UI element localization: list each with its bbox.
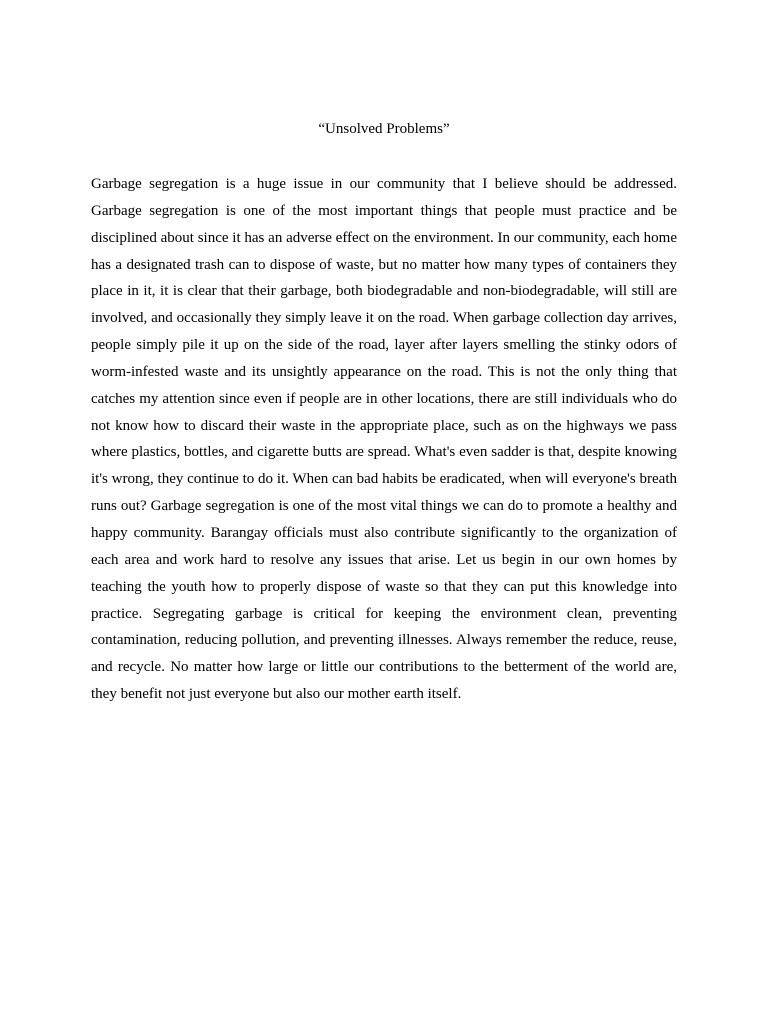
document-title: “Unsolved Problems” xyxy=(318,121,450,137)
document-paragraph: Garbage segregation is a huge issue in our community that I believe should be addressed. Garbage segregation is one of the most important things that people must practice and be disciplined about since it has an adverse effect on the environment. In our community, each home has a designated trash can to dispose of waste, but no matter how many types of containers they place in it, it is clear that their garbage, both biodegradable and non-biodegradable, will still are involved, and occasionally they simply leave it on the road. When garbage collection day arrives, people simply pile it up on the side of the road, layer after layers smelling the stinky odors of worm-infested waste and its unsightly appearance on the road. This is not the only thing that catches my attention since even if people are in other locations, there are still individuals who do not know how to discard their waste in the appropriate place, such as on the highways we pass where plastics, bottles, and cigarette butts are spread. What's even sadder is that, despite knowing it's wrong, they continue to do it. When can bad habits be eradicated, when will everyone's breath runs out? Garbage segregation is one of the most vital things we can do to promote a healthy and happy community. Barangay officials must also contribute significantly to the organization of each area and work hard to resolve any issues that arise. Let us begin in our own homes by teaching the youth how to properly dispose of waste so that they can put this knowledge into practice. Segregating garbage is critical for keeping the environment clean, preventing contamination, reducing pollution, and preventing illnesses. Always remember the reduce, reuse, and recycle. No matter how large or little our contributions to the betterment of the world are, they benefit not just everyone but also our mother earth itself. xyxy=(91,176,677,703)
